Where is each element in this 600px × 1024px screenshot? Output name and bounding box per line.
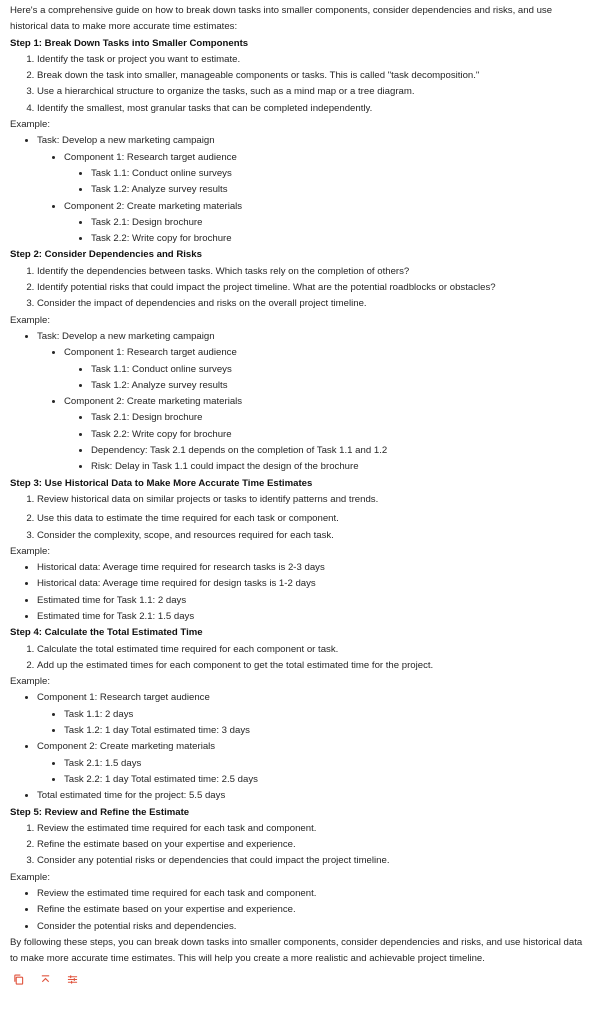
intro-text: Here's a comprehensive guide on how to break down tasks into smaller components, consider dependencies and risks, and use historical data to make more accurate time estimates: bbox=[10, 5, 553, 33]
step5-list bbox=[10, 821, 590, 870]
step1-list bbox=[10, 52, 590, 117]
list-item: 3. Consider any potential risks or dependencies that could impact the project timeline. bbox=[37, 853, 590, 869]
list-item: • Refine the estimate based on your expertise and experience. bbox=[37, 902, 590, 918]
list-item: 3. Use a hierarchical structure to organize the tasks, such as a mind map or a tree diagram. bbox=[37, 84, 590, 100]
step3-list bbox=[10, 492, 590, 544]
list-item: • Estimated time for Task 2.1: 1.5 days bbox=[37, 609, 590, 625]
list-item: 1. Calculate the total estimated time required for each component or task. bbox=[37, 642, 590, 658]
example-label: Example: bbox=[10, 119, 50, 131]
list-item: • Task 1.1: Conduct online surveys bbox=[91, 166, 590, 182]
component-label: Component 1: Research target audience bbox=[64, 347, 237, 359]
step5-example bbox=[10, 886, 590, 935]
example-task: Task: Develop a new marketing campaign bbox=[37, 330, 215, 342]
step4-title: Step 4: Calculate the Total Estimated Time bbox=[10, 627, 203, 639]
list-item: • Task 1.2: 1 day Total estimated time: 3 days bbox=[64, 723, 590, 739]
step4-example bbox=[10, 690, 590, 804]
message-actions bbox=[10, 973, 590, 987]
list-item: • Dependency: Task 2.1 depends on the completion of Task 1.1 and 1.2 bbox=[91, 443, 590, 459]
list-item: • Task 1.2: Analyze survey results bbox=[91, 378, 590, 394]
copy-icon[interactable] bbox=[11, 973, 25, 987]
example-label: Example: bbox=[10, 676, 50, 688]
step2-list bbox=[10, 264, 590, 313]
list-item bbox=[64, 345, 590, 394]
list-item: 1. Identify the dependencies between tasks. Which tasks rely on the completion of others? bbox=[37, 264, 590, 280]
options-icon[interactable] bbox=[65, 973, 79, 987]
list-item: 1. Review historical data on similar projects or tasks to identify patterns and trends. bbox=[37, 492, 590, 508]
list-item: • Historical data: Average time required for design tasks is 1-2 days bbox=[37, 576, 590, 592]
list-item: 1. Identify the task or project you want to estimate. bbox=[37, 52, 590, 68]
list-item: 2. Use this data to estimate the time required for each task or component. bbox=[37, 511, 590, 527]
step1-title: Step 1: Break Down Tasks into Smaller Components bbox=[10, 37, 249, 49]
list-item bbox=[37, 690, 590, 739]
list-item bbox=[64, 394, 590, 475]
list-item: 2. Identify potential risks that could impact the project timeline. What are the potential roadblocks or obstacles? bbox=[37, 280, 590, 296]
list-item: • Risk: Delay in Task 1.1 could impact the design of the brochure bbox=[91, 459, 590, 475]
component-label: Component 2: Create marketing materials bbox=[64, 200, 243, 212]
component-label: Component 2: Create marketing materials bbox=[64, 396, 243, 408]
list-item: 3. Consider the complexity, scope, and resources required for each task. bbox=[37, 528, 590, 544]
step3-example bbox=[10, 560, 590, 625]
list-item: • Task 2.2: Write copy for brochure bbox=[91, 427, 590, 443]
list-item: • Task 2.2: Write copy for brochure bbox=[91, 231, 590, 247]
example-label: Example: bbox=[10, 545, 50, 557]
list-item bbox=[37, 739, 590, 788]
list-item: • Task 1.1: Conduct online surveys bbox=[91, 362, 590, 378]
list-item: 1. Review the estimated time required for each task and component. bbox=[37, 821, 590, 837]
list-item: • Task 1.2: Analyze survey results bbox=[91, 182, 590, 198]
collapse-icon[interactable] bbox=[38, 973, 52, 987]
list-item: 3. Consider the impact of dependencies and risks on the overall project timeline. bbox=[37, 296, 590, 312]
list-item: • Task 2.1: Design brochure bbox=[91, 410, 590, 426]
list-item bbox=[37, 329, 590, 476]
step1-example bbox=[10, 133, 590, 247]
step5-title: Step 5: Review and Refine the Estimate bbox=[10, 806, 190, 818]
step2-example bbox=[10, 329, 590, 476]
list-item: • Consider the potential risks and dependencies. bbox=[37, 919, 590, 935]
list-item: • Review the estimated time required for each task and component. bbox=[37, 886, 590, 902]
outro-text: By following these steps, you can break down tasks into smaller components, consider dependencies and risks, and use historical data to make more accurate time estimates. This will help you create a more realistic and achievable project timeline. bbox=[10, 936, 583, 965]
list-item: 2. Break down the task into smaller, manageable components or tasks. This is called "task decomposition." bbox=[37, 68, 590, 84]
list-item: • Total estimated time for the project: 5.5 days bbox=[37, 788, 590, 804]
component-label: Component 1: Research target audience bbox=[64, 151, 237, 163]
list-item: • Task 2.2: 1 day Total estimated time: 2.5 days bbox=[64, 772, 590, 788]
list-item: 2. Refine the estimate based on your expertise and experience. bbox=[37, 837, 590, 853]
step4-list bbox=[10, 642, 590, 675]
list-item: • Estimated time for Task 1.1: 2 days bbox=[37, 593, 590, 609]
list-item: 2. Add up the estimated times for each component to get the total estimated time for the project. bbox=[37, 658, 590, 674]
list-item bbox=[64, 199, 590, 248]
step2-title: Step 2: Consider Dependencies and Risks bbox=[10, 249, 202, 261]
example-task: Task: Develop a new marketing campaign bbox=[37, 135, 215, 147]
step3-title: Step 3: Use Historical Data to Make More Accurate Time Estimates bbox=[10, 477, 313, 489]
list-item: 4. Identify the smallest, most granular tasks that can be completed independently. bbox=[37, 101, 590, 117]
list-item: • Task 2.1: 1.5 days bbox=[64, 756, 590, 772]
list-item: • Historical data: Average time required for research tasks is 2-3 days bbox=[37, 560, 590, 576]
component-label: Component 1: Research target audience bbox=[37, 692, 210, 704]
component-label: Component 2: Create marketing materials bbox=[37, 741, 216, 753]
list-item: • Task 1.1: 2 days bbox=[64, 707, 590, 723]
list-item bbox=[37, 133, 590, 247]
example-label: Example: bbox=[10, 871, 50, 883]
list-item: • Task 2.1: Design brochure bbox=[91, 215, 590, 231]
example-label: Example: bbox=[10, 314, 50, 326]
list-item bbox=[64, 150, 590, 199]
